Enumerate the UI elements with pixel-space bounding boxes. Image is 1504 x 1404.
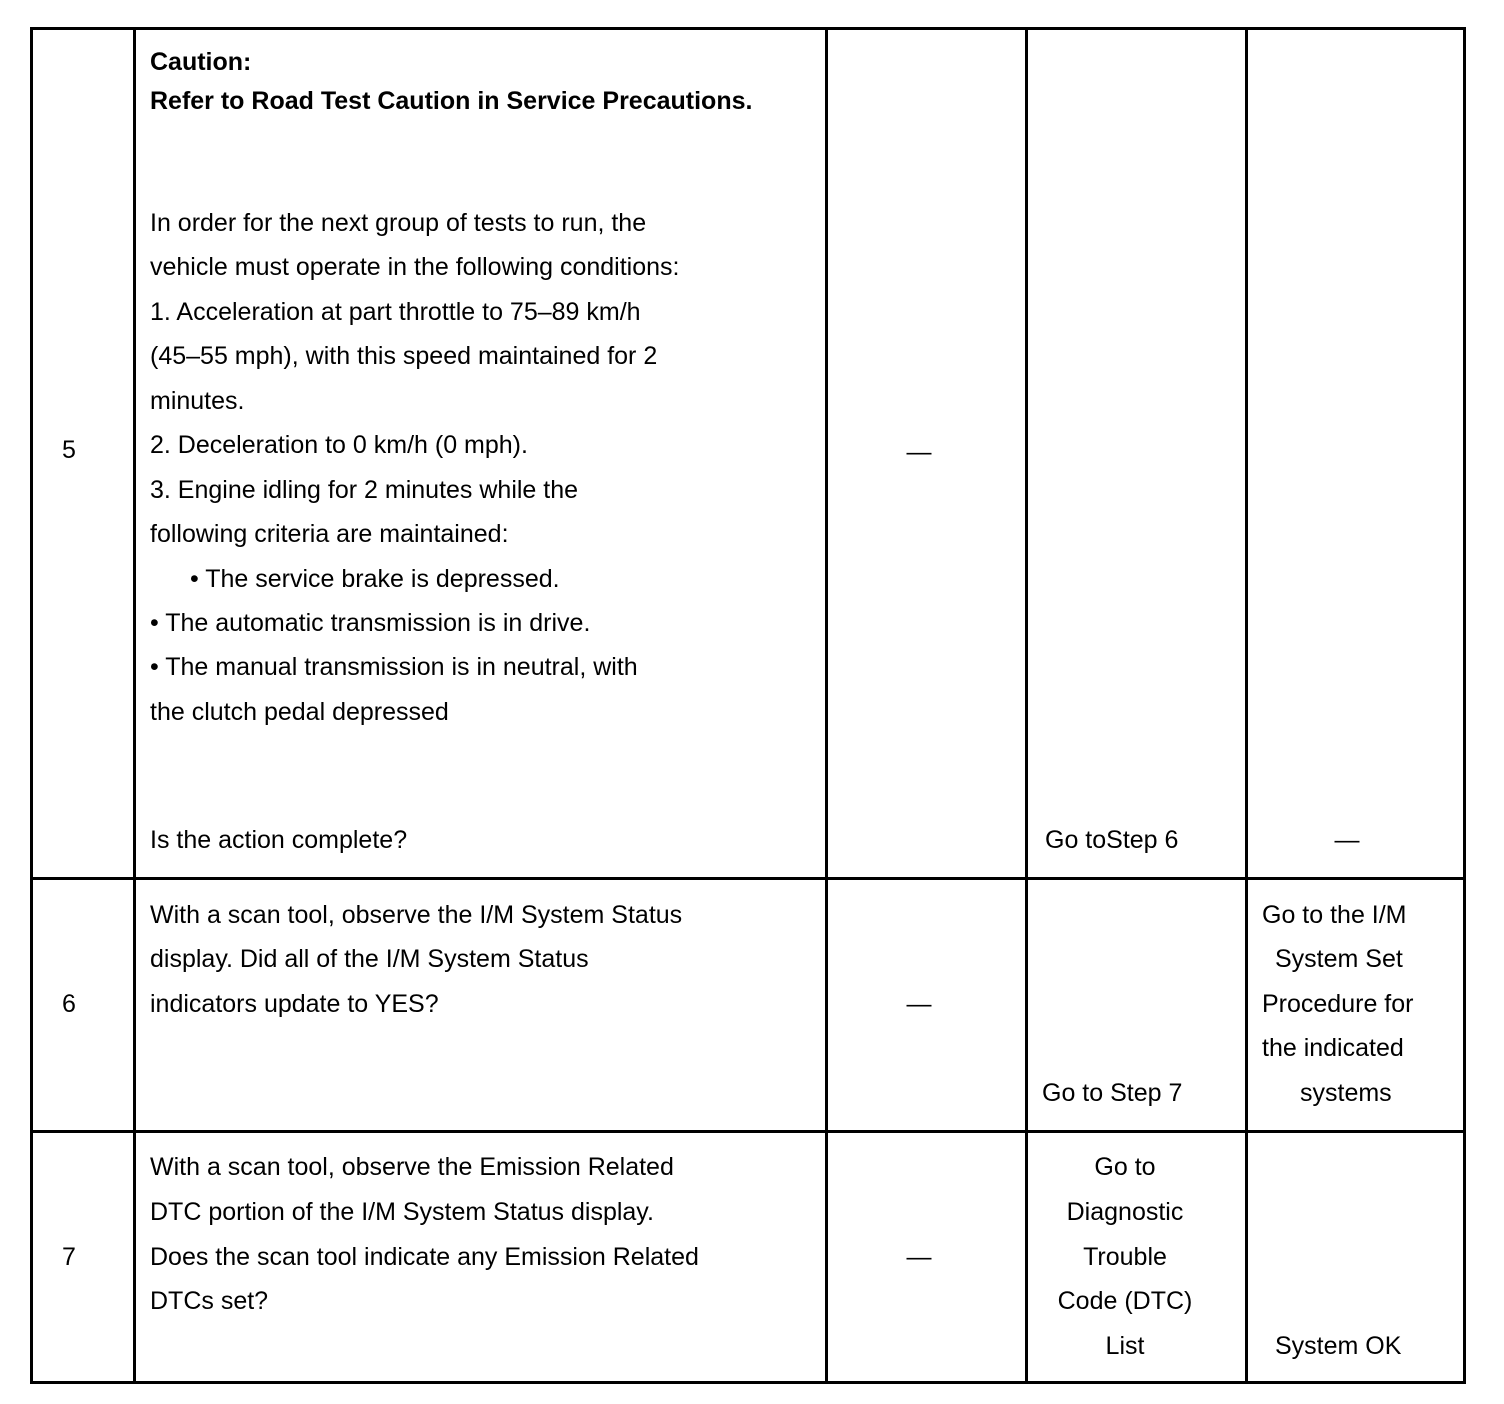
column-divider [133, 30, 136, 1381]
action-line: indicators update to YES? [150, 990, 439, 1018]
action-line: • The service brake is depressed. [190, 565, 560, 593]
action-line: following criteria are maintained: [150, 520, 509, 548]
yes-action-line: Code (DTC) [1057, 1287, 1193, 1315]
no-action: System OK [1275, 1332, 1402, 1360]
no-action-line: systems [1300, 1079, 1392, 1107]
value-cell: — [906, 990, 932, 1018]
no-action-line: Procedure for [1262, 990, 1414, 1018]
action-line: 2. Deceleration to 0 km/h (0 mph). [150, 431, 528, 459]
action-line: Does the scan tool indicate any Emission Related [150, 1243, 699, 1271]
action-line: In order for the next group of tests to run, the [150, 209, 647, 237]
no-action: — [1334, 826, 1360, 854]
value-cell: — [906, 438, 932, 466]
action-line: the clutch pedal depressed [150, 698, 449, 726]
row-divider [33, 877, 1463, 880]
action-line: minutes. [150, 387, 245, 415]
row-divider [33, 1130, 1463, 1133]
yes-action-line: Trouble [1083, 1243, 1167, 1271]
action-line: display. Did all of the I/M System Status [150, 945, 589, 973]
yes-action-line: List [1105, 1332, 1145, 1360]
yes-action-line: Diagnostic [1066, 1198, 1184, 1226]
step-number: 5 [62, 436, 76, 464]
action-line: With a scan tool, observe the I/M System Status [150, 901, 683, 929]
action-line: With a scan tool, observe the Emission Related [150, 1153, 674, 1181]
action-line: DTC portion of the I/M System Status display. [150, 1198, 654, 1226]
yes-action: Go to Step 7 [1042, 1079, 1183, 1107]
step-number: 7 [62, 1243, 76, 1271]
action-line: vehicle must operate in the following conditions: [150, 253, 680, 281]
column-divider [1245, 30, 1248, 1381]
column-divider [825, 30, 828, 1381]
no-action-line: Go to the I/M [1262, 901, 1407, 929]
action-line: • The automatic transmission is in drive. [150, 609, 591, 637]
value-cell: — [906, 1243, 932, 1271]
caution-text: Refer to Road Test Caution in Service Precautions. [150, 87, 753, 115]
action-line: (45–55 mph), with this speed maintained for 2 [150, 342, 658, 370]
action-line: 1. Acceleration at part throttle to 75–89 km/h [150, 298, 641, 326]
caution-title: Caution: [150, 48, 252, 76]
action-line: DTCs set? [150, 1287, 269, 1315]
action-line: • The manual transmission is in neutral, with [150, 653, 638, 681]
action-question: Is the action complete? [150, 826, 408, 854]
no-action-line: the indicated [1262, 1034, 1404, 1062]
no-action-line: System Set [1275, 945, 1403, 973]
step-number: 6 [62, 990, 76, 1018]
yes-action-line: Go to [1094, 1153, 1156, 1181]
yes-action: Go toStep 6 [1045, 826, 1179, 854]
action-line: 3. Engine idling for 2 minutes while the [150, 476, 579, 504]
